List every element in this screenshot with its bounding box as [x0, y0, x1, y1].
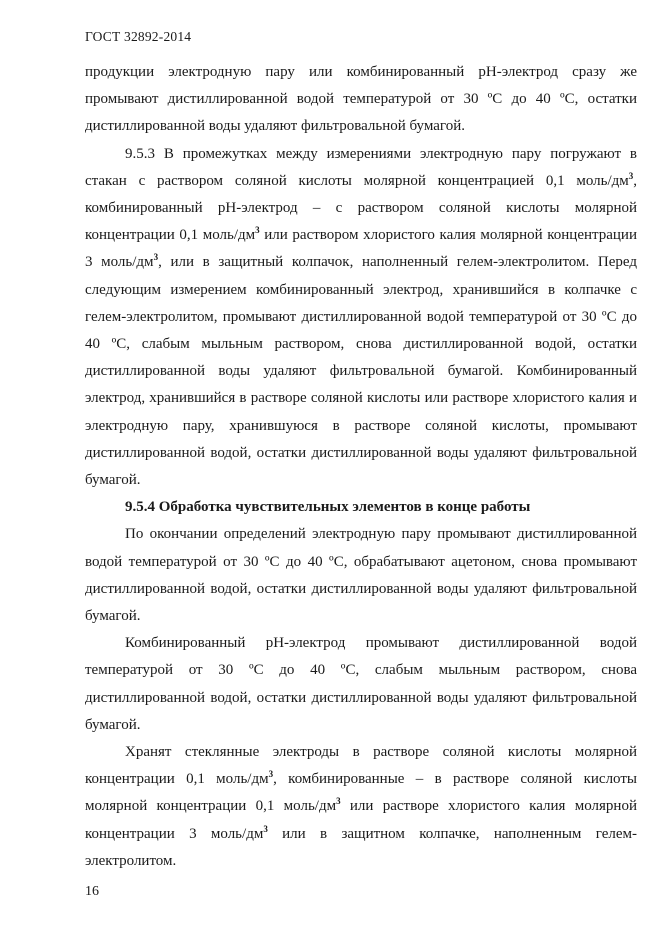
paragraph — [85, 739, 637, 875]
paragraph — [85, 630, 637, 739]
paragraph — [85, 521, 637, 630]
superscript: 3 — [628, 170, 634, 181]
superscript: 3 — [255, 225, 260, 236]
text-run: , комбинированные – в растворе соляной кислоты молярной концентрации 0,1 моль/дм — [85, 771, 637, 815]
document-header: ГОСТ 32892-2014 — [85, 29, 192, 44]
superscript: 3 — [268, 769, 274, 780]
text-run: Комбинированный pH-электрод промывают дистиллированной водой температурой от 30 ºС до 40 ºС, слабым мыльным раствором, снова дистиллированной водой, остатки дистиллированной воды удаляют фильтровальной бумагой. — [85, 635, 637, 733]
text-run: 9.5.3 В промежутках между измерениями электродную пару погружают в стакан с раствором соляной кислоты молярной концентрацией 0,1 моль/дм — [85, 145, 637, 189]
text-run: или раствором хлористого калия молярной концентрации 3 моль/дм — [85, 227, 637, 271]
page-number: 16 — [85, 884, 99, 899]
text-run: или растворе хлористого калия молярной концентрации 3 моль/дм — [85, 798, 637, 842]
text-run: По окончании определений электродную пару промывают дистиллированной водой температурой от 30 ºС до 40 ºС, обрабатывают ацетоном, снова промывают дистиллированной водой, остатки дистиллированной воды удаляют фильтровальной бумагой. — [85, 526, 637, 625]
text-run: Хранят стеклянные электроды в растворе соляной кислоты молярной концентрации 0,1 моль/дм — [85, 744, 637, 788]
paragraph — [85, 141, 637, 495]
paragraph — [85, 59, 637, 141]
text-run: или в защитном колпачке, наполненным гелем-электролитом. — [85, 825, 637, 869]
superscript: 3 — [336, 796, 341, 807]
text-run: 9.5.4 Обработка чувствительных элементов в конце работы — [125, 499, 531, 516]
text-run: продукции электродную пару или комбинированный pH-электрод сразу же промывают дистиллированной водой температурой от 30 ºС до 40 ºС, остатки дистиллированной воды удаляют фильтровальной бумагой. — [85, 64, 637, 135]
superscript: 3 — [263, 823, 268, 834]
document-body — [85, 59, 637, 875]
superscript: 3 — [153, 252, 159, 263]
text-run: , комбинированный pH-электрод – с раствором соляной кислоты молярной концентрации 0,1 моль/дм — [85, 172, 637, 244]
text-run: , или в защитный колпачок, наполненный гелем-электролитом. Перед следующим измерением комбинированный электрод, хранившийся в колпачке с гелем-электролитом, промывают дистиллированной водой температурой от 30 ºС до 40 ºС, слабым мыльным раствором, снова дистиллированной водой, остатки дистиллированной воды удаляют фильтровальной бумагой. Комбинированный электрод, хранившийся в растворе соляной кислоты или растворе хлористого калия и электродную пару, хранившуюся в растворе соляной кислоты, промывают дистиллированной водой, остатки дистиллированной воды удаляют фильтровальной бумагой. — [85, 254, 637, 489]
section-heading — [85, 494, 637, 521]
